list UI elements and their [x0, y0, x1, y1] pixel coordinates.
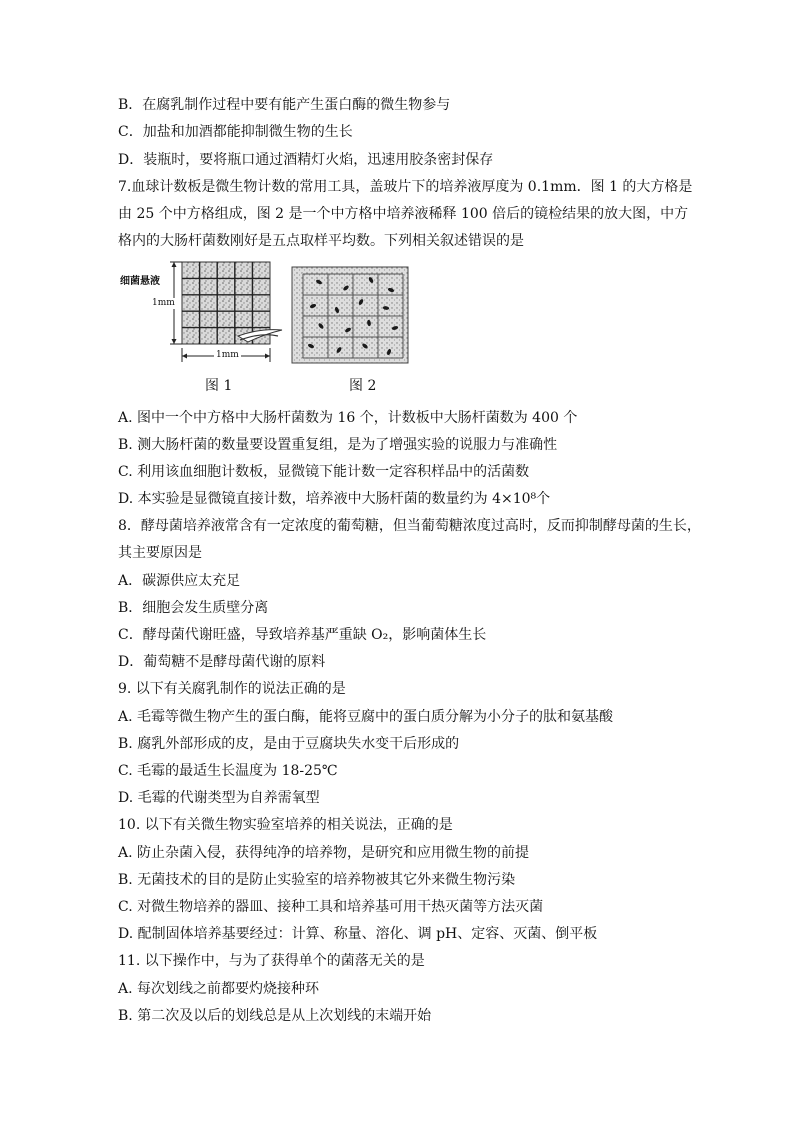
figure-1 — [120, 258, 290, 368]
q8-option-b: B．细胞会发生质壁分离 — [118, 600, 269, 616]
question-7-line-3: 格内的大肠杆菌数刚好是五点取样平均数。下列相关叙述错误的是 — [118, 233, 524, 249]
figure-1-drawing — [120, 258, 290, 368]
question-9: 9. 以下有关腐乳制作的说法正确的是 — [118, 681, 346, 697]
option-d-q6: D．装瓶时，要将瓶口通过酒精灯火焰，迅速用胶条密封保存 — [118, 152, 494, 168]
q8-option-d: D．葡萄糖不是酵母菌代谢的原料 — [118, 654, 326, 670]
option-b-q6: B．在腐乳制作过程中要有能产生蛋白酶的微生物参与 — [118, 97, 451, 113]
option-c-q6: C．加盐和加酒都能抑制微生物的生长 — [118, 124, 353, 140]
question-10: 10. 以下有关微生物实验室培养的相关说法，正确的是 — [118, 817, 453, 833]
figure-1-caption: 图 1 — [205, 378, 233, 394]
q7-option-b: B. 测大肠杆菌的数量要设置重复组，是为了增强实验的说服力与准确性 — [118, 437, 558, 453]
q9-option-a: A. 毛霉等微生物产生的蛋白酶，能将豆腐中的蛋白质分解为小分子的肽和氨基酸 — [118, 709, 614, 725]
q10-option-d: D. 配制固体培养基要经过：计算、称量、溶化、调 pH、定容、灭菌、倒平板 — [118, 926, 598, 942]
q11-option-b: B. 第二次及以后的划线总是从上次划线的末端开始 — [118, 1008, 432, 1024]
figure-1-label-horizontal: 1mm — [216, 350, 239, 360]
q11-option-a: A. 每次划线之前都要灼烧接种环 — [118, 981, 320, 997]
q7-option-c: C. 利用该血细胞计数板，显微镜下能计数一定容积样品中的活菌数 — [118, 464, 530, 480]
question-8-line-2: 其主要原因是 — [118, 545, 202, 561]
q7-option-d: D. 本实验是显微镜直接计数，培养液中大肠杆菌的数量约为 4×10⁸个 — [118, 491, 551, 507]
q10-option-a: A. 防止杂菌入侵，获得纯净的培养物，是研究和应用微生物的前提 — [118, 845, 530, 861]
question-7-line-2: 由 25 个中方格组成，图 2 是一个中方格中培养液稀释 100 倍后的镜检结果的放大图，中方 — [118, 206, 689, 222]
question-11: 11. 以下操作中，与为了获得单个的菌落无关的是 — [118, 953, 425, 969]
figure-2 — [291, 266, 409, 364]
q10-option-b: B. 无菌技术的目的是防止实验室的培养物被其它外来微生物污染 — [118, 872, 516, 888]
figure-2-caption: 图 2 — [349, 378, 377, 394]
q9-option-c: C. 毛霉的最适生长温度为 18-25℃ — [118, 763, 338, 779]
figure-1-label-suspension: 细菌悬液 — [120, 276, 160, 287]
figure-1-label-vertical: 1mm — [152, 298, 175, 308]
figure-2-drawing — [291, 266, 409, 364]
q8-option-c: C．酵母菌代谢旺盛，导致培养基严重缺 O₂，影响菌体生长 — [118, 627, 487, 643]
q10-option-c: C. 对微生物培养的器皿、接种工具和培养基可用干热灭菌等方法灭菌 — [118, 899, 544, 915]
question-7-line-1: 7.血球计数板是微生物计数的常用工具，盖玻片下的培养液厚度为 0.1mm．图 1 的大方格是 — [118, 179, 693, 195]
q9-option-b: B. 腐乳外部形成的皮，是由于豆腐块失水变干后形成的 — [118, 736, 460, 752]
q9-option-d: D. 毛霉的代谢类型为自养需氧型 — [118, 790, 320, 806]
q8-option-a: A．碳源供应太充足 — [118, 573, 241, 589]
q7-option-a: A. 图中一个中方格中大肠杆菌数为 16 个，计数板中大肠杆菌数为 400 个 — [118, 410, 578, 426]
question-8-line-1: 8．酵母菌培养液常含有一定浓度的葡萄糖，但当葡萄糖浓度过高时，反而抑制酵母菌的生长， — [118, 518, 701, 534]
